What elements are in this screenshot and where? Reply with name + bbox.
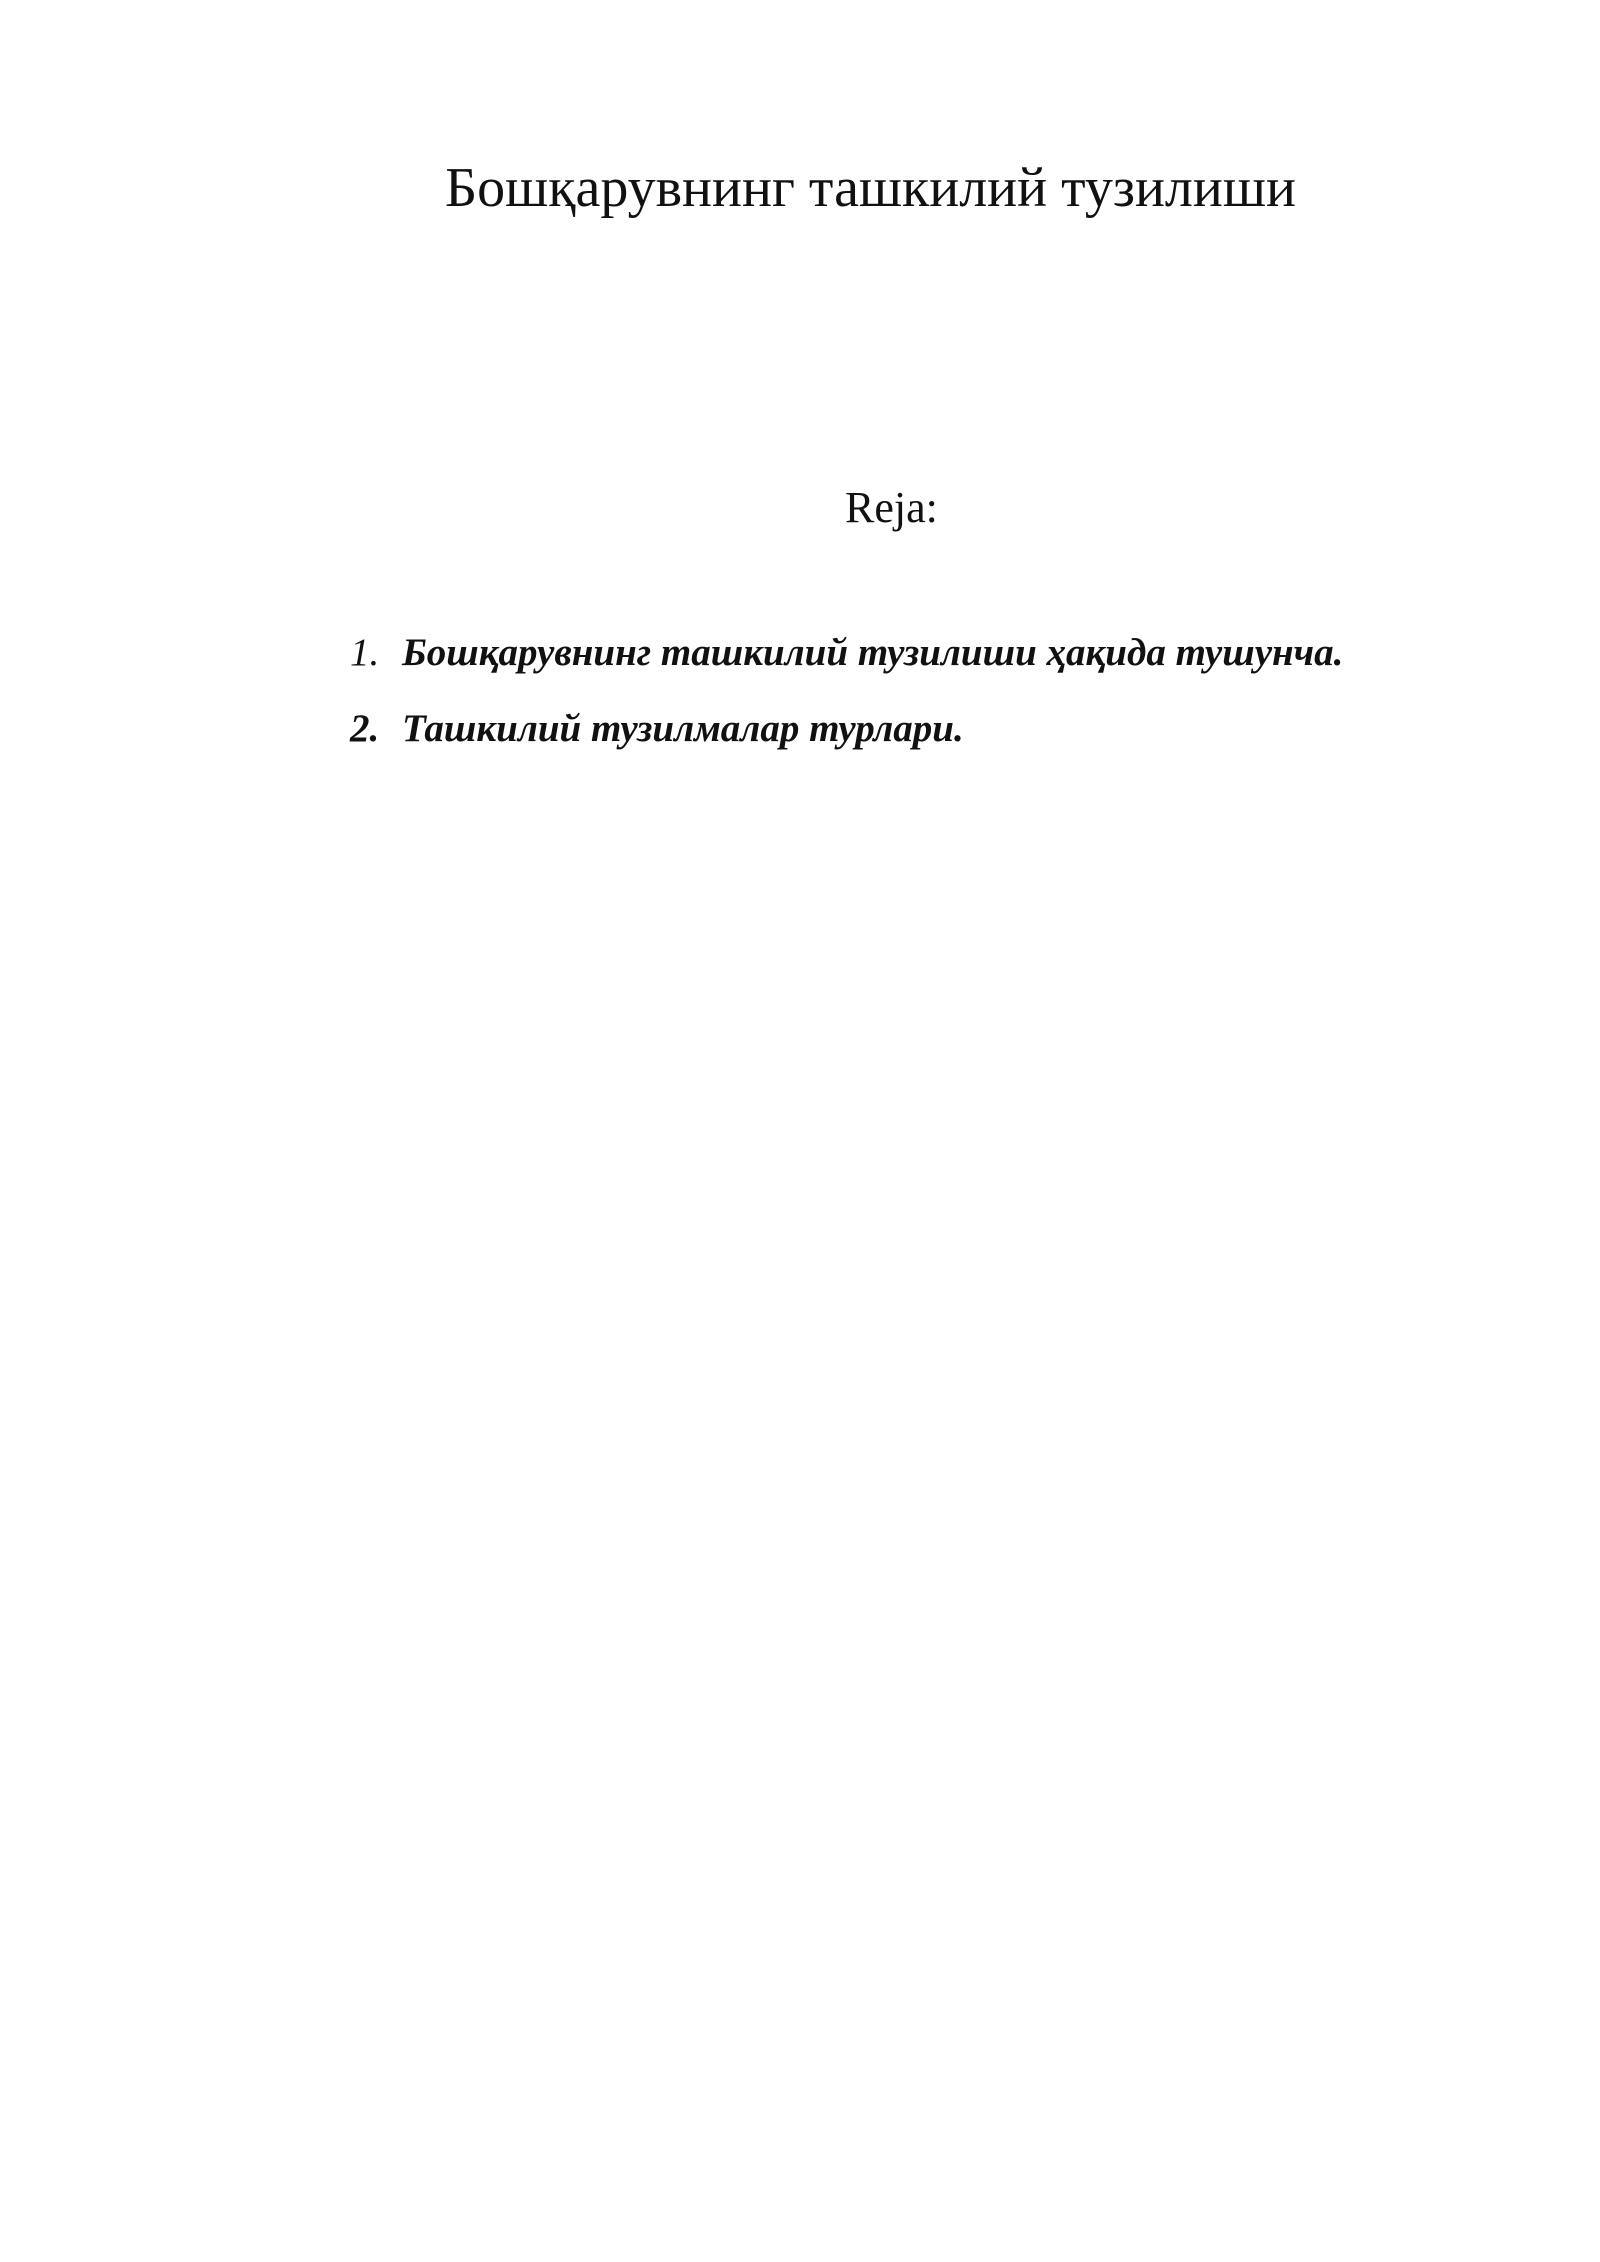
plan-item-2 xyxy=(350,704,1343,780)
plan-item-number: 1. xyxy=(350,631,380,674)
plan-item-text: Бошқарувнинг ташкилий тузилиши ҳақида тушунча. xyxy=(402,631,1344,674)
plan-heading: Reja: xyxy=(845,483,938,532)
plan-item-number: 2. xyxy=(350,707,380,750)
plan-list xyxy=(350,628,1343,780)
document-title: Бошқарувнинг ташкилий тузилиши xyxy=(445,157,1296,219)
plan-item-text: Ташкилий тузилмалар турлари. xyxy=(402,707,964,750)
plan-item-1 xyxy=(350,628,1343,704)
